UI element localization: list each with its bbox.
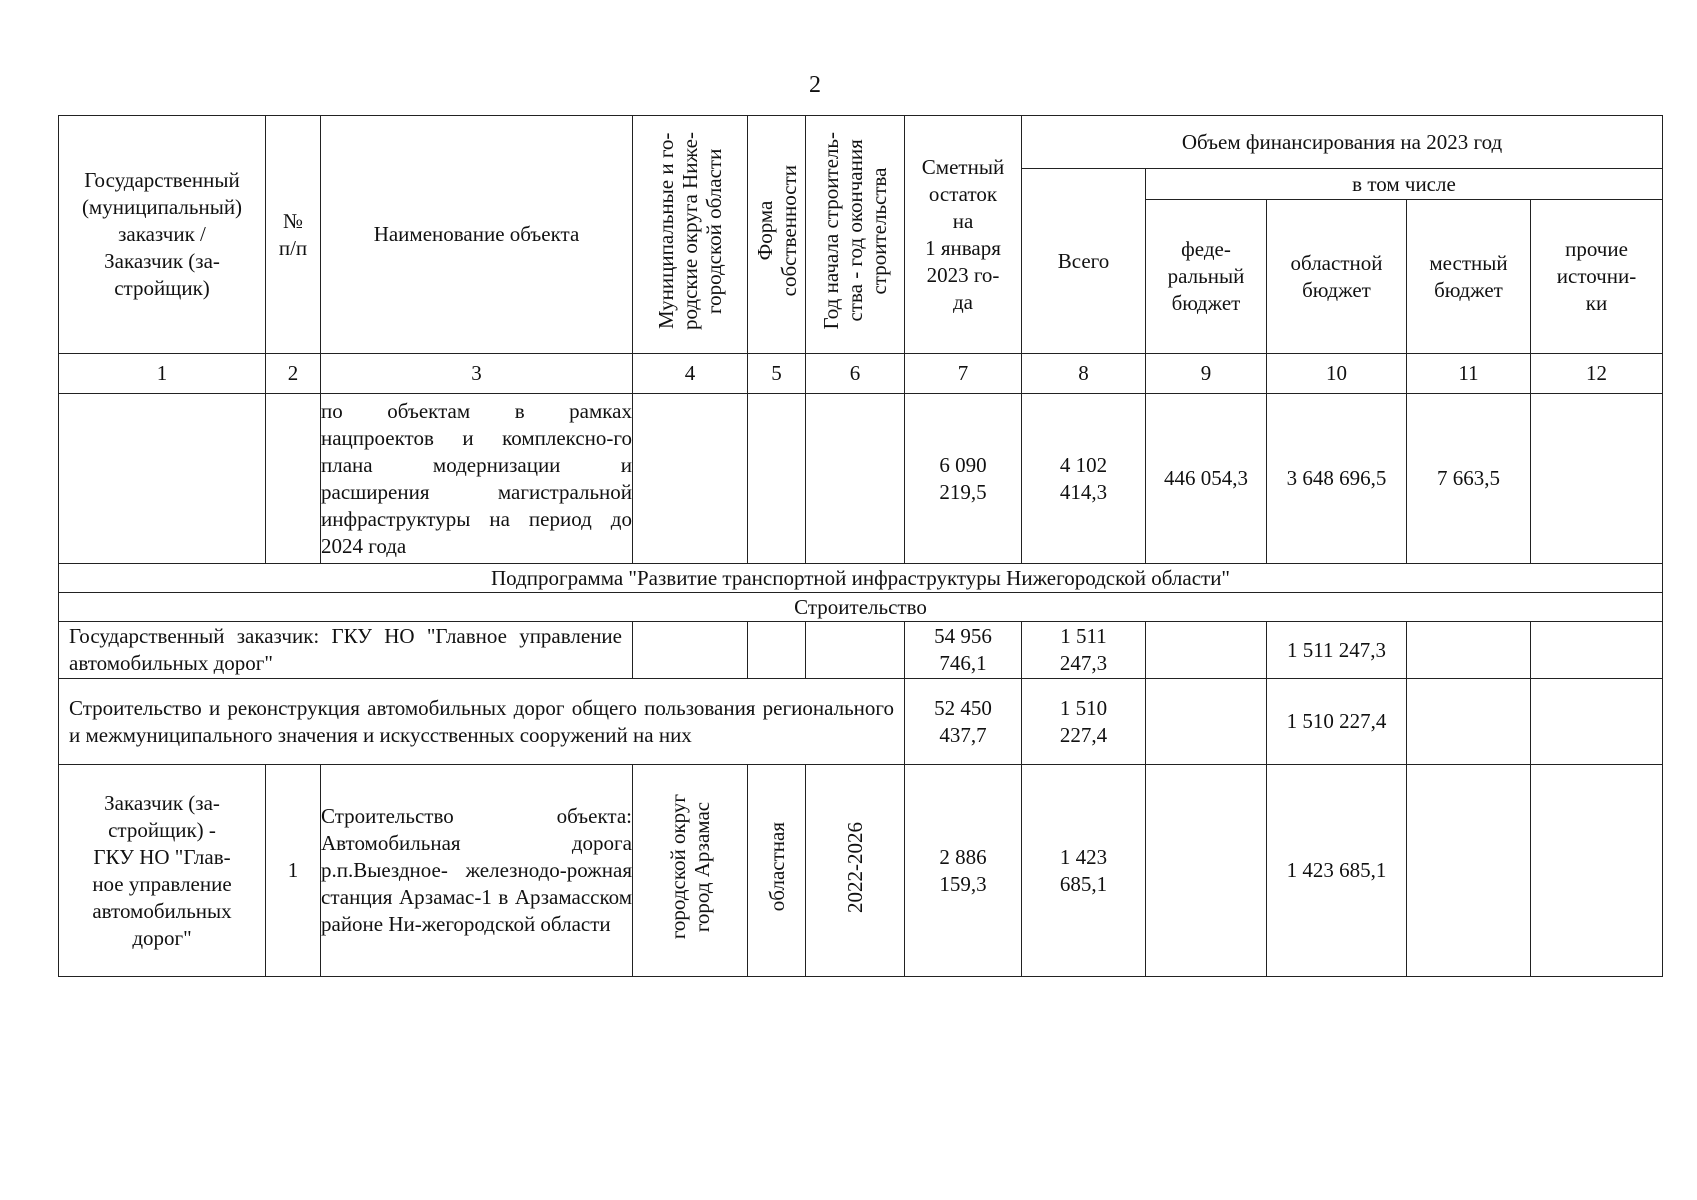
roads-total: 1 510 227,4 (1022, 679, 1146, 765)
column-number: 2 (266, 354, 321, 394)
continuation-federal: 446 054,3 (1146, 394, 1267, 564)
state-customer-name: Государственный заказчик: ГКУ НО "Главное управление автомобильных дорог" (59, 622, 633, 679)
empty-cell (1531, 765, 1663, 977)
column-number: 9 (1146, 354, 1267, 394)
header-total: Всего (1022, 169, 1146, 354)
item-ownership: областная (748, 765, 806, 977)
column-number: 7 (905, 354, 1022, 394)
subprogram-title: Подпрограмма "Развитие транспортной инфраструктуры Нижегородской области" (59, 564, 1663, 593)
state-customer-regional: 1 511 247,3 (1267, 622, 1407, 679)
empty-cell (633, 622, 748, 679)
header-funding-volume: Объем финансирования на 2023 год (1022, 116, 1663, 169)
header-object-name: Наименование объекта (321, 116, 633, 354)
continuation-estimated: 6 090 219,5 (905, 394, 1022, 564)
header-other: прочие источни- ки (1531, 200, 1663, 354)
state-customer-total: 1 511 247,3 (1022, 622, 1146, 679)
continuation-row (59, 394, 1663, 564)
empty-cell (1531, 622, 1663, 679)
header-estimated-balance: Сметный остаток на 1 января 2023 го- да (905, 116, 1022, 354)
item-number: 1 (266, 765, 321, 977)
continuation-object-name: по объектам в рамках нацпроектов и комплексно-го плана модернизации и расширения магистральной инфраструктуры на период до 2024 года (321, 394, 633, 564)
column-number: 8 (1022, 354, 1146, 394)
roads-name: Строительство и реконструкция автомобильных дорог общего пользования регионального и межмуниципального значения и искусственных сооружений на них (59, 679, 905, 765)
empty-cell (1531, 394, 1663, 564)
header-number: № п/п (266, 116, 321, 354)
continuation-local: 7 663,5 (1407, 394, 1531, 564)
header-federal: феде- ральный бюджет (1146, 200, 1267, 354)
item-total: 1 423 685,1 (1022, 765, 1146, 977)
header-local: местный бюджет (1407, 200, 1531, 354)
header-including: в том числе (1146, 169, 1663, 200)
empty-cell (1146, 622, 1267, 679)
empty-cell (748, 622, 806, 679)
item-years: 2022-2026 (806, 765, 905, 977)
column-numbers-row (59, 354, 1663, 394)
empty-cell (59, 394, 266, 564)
empty-cell (806, 622, 905, 679)
item-customer: Заказчик (за- стройщик) - ГКУ НО "Глав- ное управление автомобильных дорог" (59, 765, 266, 977)
state-customer-estimated: 54 956 746,1 (905, 622, 1022, 679)
empty-cell (1407, 765, 1531, 977)
empty-cell (266, 394, 321, 564)
header-regional: областной бюджет (1267, 200, 1407, 354)
column-number: 6 (806, 354, 905, 394)
continuation-regional: 3 648 696,5 (1267, 394, 1407, 564)
column-number: 4 (633, 354, 748, 394)
roads-row (59, 679, 1663, 765)
column-number: 1 (59, 354, 266, 394)
empty-cell (1146, 765, 1267, 977)
empty-cell (1531, 679, 1663, 765)
column-number: 12 (1531, 354, 1663, 394)
empty-cell (1407, 622, 1531, 679)
state-customer-row (59, 622, 1663, 679)
column-number: 3 (321, 354, 633, 394)
empty-cell (1146, 679, 1267, 765)
item-object-name: Строительство объекта: Автомобильная дорога р.п.Выездное- железнодо-рожная станция Арзамас-1 в Арзамасском районе Ни-жегородской области (321, 765, 633, 977)
item-municipal: городской округ город Арзамас (633, 765, 748, 977)
continuation-total: 4 102 414,3 (1022, 394, 1146, 564)
page-number: 2 (809, 72, 821, 98)
column-number: 10 (1267, 354, 1407, 394)
empty-cell (633, 394, 748, 564)
header-ownership: Форма собственности (748, 116, 806, 354)
header-municipal: Муниципальные и го- родские округа Ниже- городской области (633, 116, 748, 354)
item-row (59, 765, 1663, 977)
financing-table (58, 115, 1663, 977)
roads-estimated: 52 450 437,7 (905, 679, 1022, 765)
empty-cell (806, 394, 905, 564)
column-number: 11 (1407, 354, 1531, 394)
item-estimated: 2 886 159,3 (905, 765, 1022, 977)
header-customer: Государственный (муниципальный) заказчик / Заказчик (за- стройщик) (59, 116, 266, 354)
column-number: 5 (748, 354, 806, 394)
empty-cell (1407, 679, 1531, 765)
roads-regional: 1 510 227,4 (1267, 679, 1407, 765)
section-construction: Строительство (59, 593, 1663, 622)
empty-cell (748, 394, 806, 564)
header-years: Год начала строитель- ства - год окончания строительства (806, 116, 905, 354)
item-regional: 1 423 685,1 (1267, 765, 1407, 977)
